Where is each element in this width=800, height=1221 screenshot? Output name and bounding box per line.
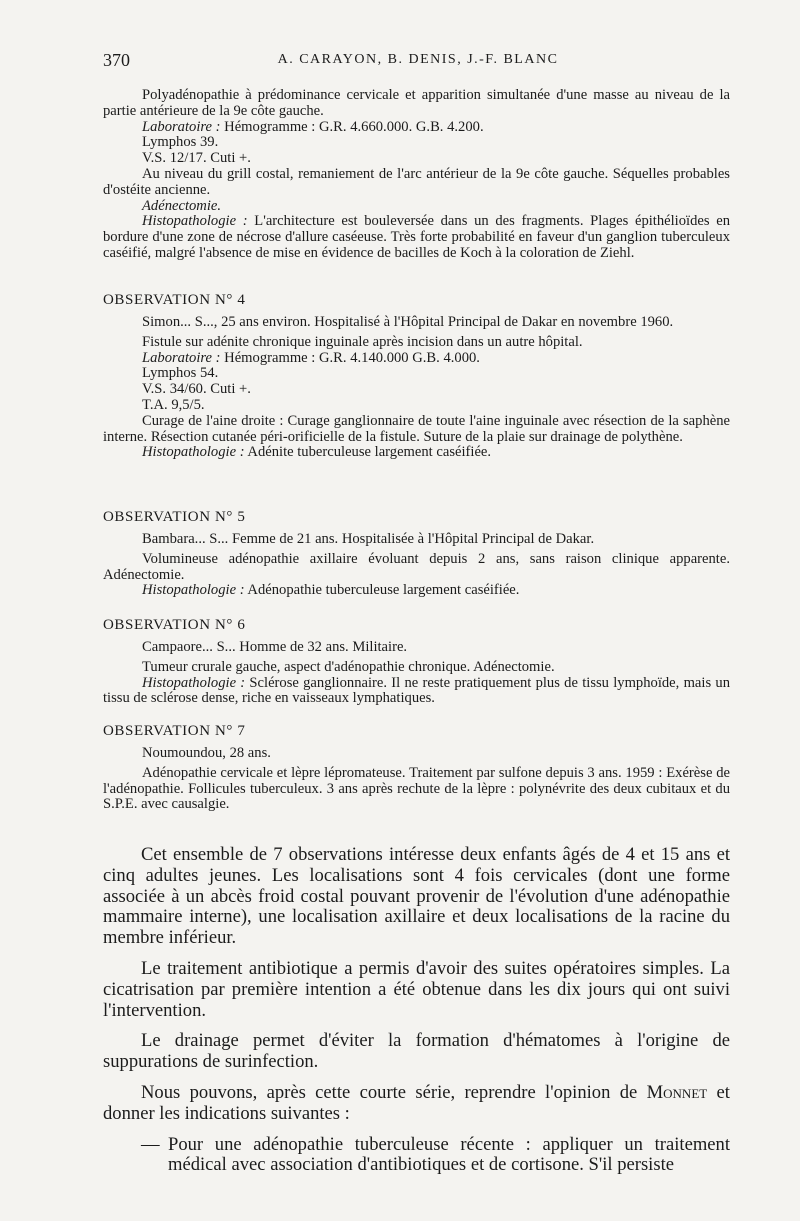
para-4-text: Nous pouvons, après cette courte série, reprendre l'opinion de	[141, 1081, 647, 1103]
running-head: A. CARAYON, B. DENIS, J.-F. BLANC	[277, 52, 559, 67]
lab-label: Laboratoire :	[142, 118, 221, 135]
case3-grill: Au niveau du grill costal, remaniement de l'arc antérieur de la 9e côte gauche. Séquelles probables d'ostéite ancienne.	[103, 165, 730, 198]
discussion-para-2: Le traitement antibiotique a permis d'avoir des suites opératoires simples. La cicatrisation par première intention a été obtenue dans les dix jours qui ont suivi l'intervention.	[103, 957, 730, 1021]
lab-text: Hémogramme : G.R. 4.140.000 G.B. 4.000.	[220, 349, 480, 366]
obs4-lymphos: Lymphos 54.	[142, 365, 219, 382]
discussion-para-4	[103, 1083, 730, 1125]
histo-label: Histopathologie :	[142, 582, 245, 599]
obs4-histo	[103, 445, 730, 461]
discussion-para-3: Le drainage permet d'éviter la formation d'hématomes à l'origine de suppurations de surinfection.	[103, 1030, 730, 1073]
obs5-history: Volumineuse adénopathie axillaire évoluant depuis 2 ans, sans raison clinique apparente. Adénectomie.	[103, 550, 730, 583]
case3-adenectomie	[103, 199, 730, 215]
obs5-patient: Bambara... S... Femme de 21 ans. Hospitalisée à l'Hôpital Principal de Dakar.	[142, 531, 595, 547]
page-number: 370	[103, 50, 130, 70]
obs7-history: Adénopathie cervicale et lèpre lépromateuse. Traitement par sulfone depuis 3 ans. 1959 : Exérèse de l'adénopathie. Follicules tuberculeux. 3 ans après rechute de la lèpre : polynévrite des deux cubitaux et du S.P.E. avec causalgie.	[103, 764, 730, 813]
obs7-heading: OBSERVATION N° 7	[103, 723, 246, 739]
lab-label: Laboratoire :	[142, 349, 221, 366]
obs6-histo	[103, 676, 730, 708]
histo-text: Sclérose ganglionnaire. Il ne reste pratiquement plus de tissu lymphoïde, mais un tissu de sclérose dense, riche en vaisseaux lymphatiques.	[103, 674, 730, 707]
obs4-patient: Simon... S..., 25 ans environ. Hospitalisé à l'Hôpital Principal de Dakar en novembre 1960.	[142, 314, 674, 330]
case3-vs: V.S. 12/17. Cuti +.	[142, 150, 251, 167]
obs4-vs: V.S. 34/60. Cuti +.	[142, 381, 251, 398]
histo-label: Histopathologie :	[142, 213, 248, 230]
indication-text: Pour une adénopathie tuberculeuse récente : appliquer un traitement médical avec association d'antibiotiques et de cortisone. S'il persiste	[168, 1133, 730, 1176]
author-name: Monnet	[646, 1081, 708, 1103]
obs6-heading: OBSERVATION N° 6	[103, 617, 246, 633]
case3-lymphos: Lymphos 39.	[142, 134, 219, 151]
discussion-para-1: Cet ensemble de 7 observations intéresse deux enfants âgés de 4 et 15 ans et cinq adultes jeunes. Les localisations sont 4 fois cervicales (dont une forme associée à un abcès froid costal pouvant provenir de l'évolution d'une adénopathie mammaire interne), une localisation axillaire et deux localisations de la racine du membre inférieur.	[103, 844, 730, 949]
obs6-history: Tumeur crurale gauche, aspect d'adénopathie chronique. Adénectomie.	[142, 658, 555, 675]
obs4-heading: OBSERVATION N° 4	[103, 292, 246, 308]
obs7-patient: Noumoundou, 28 ans.	[142, 745, 271, 761]
case3-history: Polyadénopathie à prédominance cervicale et apparition simultanée d'une masse au niveau de la partie antérieure de la 9e côte gauche.	[103, 87, 730, 119]
adenectomie-label: Adénectomie.	[142, 197, 222, 214]
discussion	[103, 845, 730, 1176]
histo-label: Histopathologie :	[142, 674, 246, 691]
histo-text: L'architecture est bouleversée dans un des fragments. Plages épithélioïdes en bordure d'une zone de nécrose d'allure caséeuse. Très forte probabilité en faveur d'un ganglion tuberculeux caséifié, malgré l'absence de mise en évidence de bacilles de Koch à la coloration de Ziehl.	[103, 213, 730, 261]
obs5-heading: OBSERVATION N° 5	[103, 509, 246, 525]
obs5-histo	[103, 583, 730, 599]
histo-label: Histopathologie :	[142, 444, 245, 461]
dash-bullet: —	[141, 1133, 160, 1155]
obs5-block	[103, 532, 730, 599]
indication-item-1	[103, 1135, 730, 1177]
obs4-block	[103, 315, 730, 461]
histo-text: Adénite tuberculeuse largement caséifiée.	[244, 444, 492, 461]
case3-lab	[103, 120, 730, 136]
lab-text: Hémogramme : G.R. 4.660.000. G.B. 4.200.	[220, 118, 484, 135]
histo-text: Adénopathie tuberculeuse largement caséifiée.	[244, 582, 520, 599]
obs4-history: Fistule sur adénite chronique inguinale après incision dans un autre hôpital.	[142, 333, 583, 350]
page-header	[103, 50, 733, 74]
obs7-block	[103, 746, 730, 813]
obs4-curage: Curage de l'aine droite : Curage ganglionnaire de toute l'aine inguinale avec résection de la saphène interne. Résection cutanée péri-orificielle de la fistule. Suture de la plaie sur drainage de polythène.	[103, 412, 730, 445]
obs6-patient: Campaore... S... Homme de 32 ans. Militaire.	[142, 639, 408, 655]
case3-histo	[103, 214, 730, 261]
para-4-text-end: et donner les indications suivantes :	[103, 1081, 730, 1124]
case3-block	[103, 88, 730, 262]
obs4-ta: T.A. 9,5/5.	[142, 396, 205, 413]
obs6-block	[103, 640, 730, 707]
obs4-lab	[103, 351, 730, 367]
